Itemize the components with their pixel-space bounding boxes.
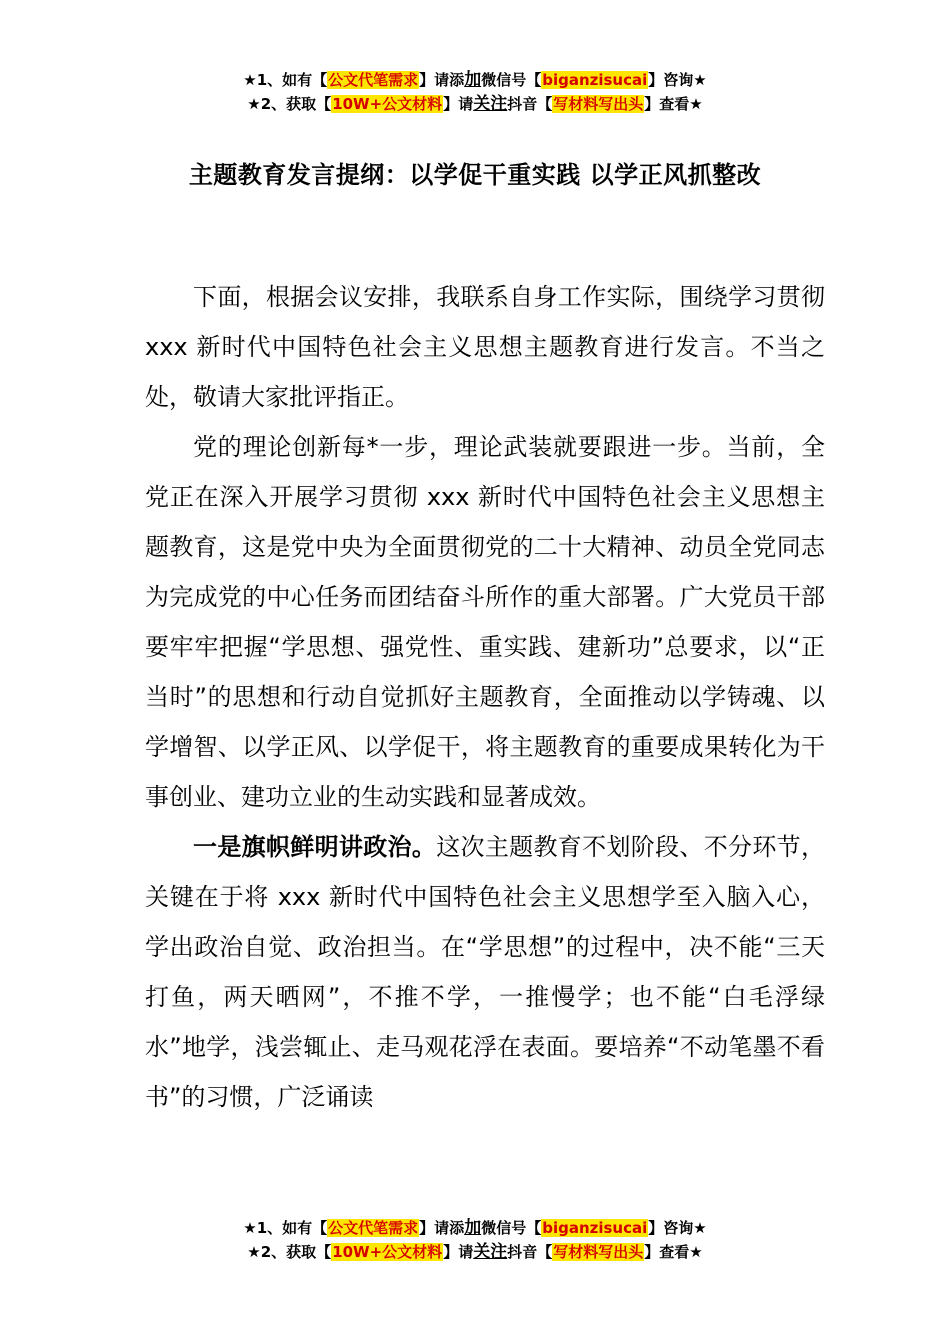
banner-text: 】请添 xyxy=(419,1219,465,1237)
banner-text: 】请添 xyxy=(419,71,465,89)
banner-text: ★2、获取【 xyxy=(247,1243,332,1261)
banner-underlined-text: 加 xyxy=(464,70,482,90)
banner-underlined-text: 关注 xyxy=(473,1242,508,1262)
banner-line-1 xyxy=(0,68,950,92)
banner-underlined-text: 加 xyxy=(464,1218,482,1238)
banner-text: 微信号【 xyxy=(481,71,542,89)
banner-highlight: 写材料写出头 xyxy=(553,1243,644,1261)
banner-text: 】查看★ xyxy=(644,95,703,113)
paragraph-point-1 xyxy=(145,822,825,1122)
banner-highlight: 公文代笔需求 xyxy=(328,1219,419,1237)
banner-highlight: 10W+公文材料 xyxy=(332,95,443,113)
ad-banner-bottom xyxy=(0,1216,950,1264)
point-1-text: 这次主题教育不划阶段、不分环节，关键在于将 xxx 新时代中国特色社会主义思想学至入脑入心，学出政治自觉、政治担当。在“学思想”的过程中，决不能“三天打鱼，两天晒网”，不推不学，一推慢学；也不能“白毛浮绿水”地学，浅尝辄止、走马观花浮在表面。要培养“不动笔墨不看书”的习惯，广泛诵读 xyxy=(145,833,826,1111)
banner-highlight: 10W+公文材料 xyxy=(332,1243,443,1261)
banner-highlight: 公文代笔需求 xyxy=(328,71,419,89)
banner-highlight: biganzisucai xyxy=(542,1219,648,1237)
document-body xyxy=(145,272,825,1122)
banner-highlight: 写材料写出头 xyxy=(553,95,644,113)
banner-underlined-text: 关注 xyxy=(473,94,508,114)
banner-text: 抖音【 xyxy=(507,1243,553,1261)
banner-highlight: biganzisucai xyxy=(542,71,648,89)
banner-text: 】请 xyxy=(443,1243,474,1261)
banner-line-1 xyxy=(0,1216,950,1240)
banner-text: 】请 xyxy=(443,95,474,113)
banner-text: 】咨询★ xyxy=(648,1219,707,1237)
paragraph-intro: 下面，根据会议安排，我联系自身工作实际，围绕学习贯彻 xxx 新时代中国特色社会主义思想主题教育进行发言。不当之处，敬请大家批评指正。 xyxy=(145,283,825,411)
document-title: 主题教育发言提纲：以学促干重实践 以学正风抓整改 xyxy=(188,161,762,189)
banner-text: 】咨询★ xyxy=(648,71,707,89)
banner-text: ★2、获取【 xyxy=(247,95,332,113)
banner-line-2 xyxy=(0,1240,950,1264)
point-1-heading: 一是旗帜鲜明讲政治。 xyxy=(193,833,437,861)
banner-text: ★1、如有【 xyxy=(243,71,328,89)
banner-text: 抖音【 xyxy=(507,95,553,113)
banner-line-2 xyxy=(0,92,950,116)
banner-text: 】查看★ xyxy=(644,1243,703,1261)
banner-text: 微信号【 xyxy=(481,1219,542,1237)
banner-text: ★1、如有【 xyxy=(243,1219,328,1237)
ad-banner-top xyxy=(0,68,950,116)
paragraph-background: 党的理论创新每*一步，理论武装就要跟进一步。当前，全党正在深入开展学习贯彻 xxx 新时代中国特色社会主义思想主题教育，这是党中央为全面贯彻党的二十大精神、动员全党同志为完成党的中心任务而团结奋斗所作的重大部署。广大党员干部要牢牢把握“学思想、强党性、重实践、建新功”总要求，以“正当时”的思想和行动自觉抓好主题教育，全面推动以学铸魂、以学增智、以学正风、以学促干，将主题教育的重要成果转化为干事创业、建功立业的生动实践和显著成效。 xyxy=(145,433,825,811)
